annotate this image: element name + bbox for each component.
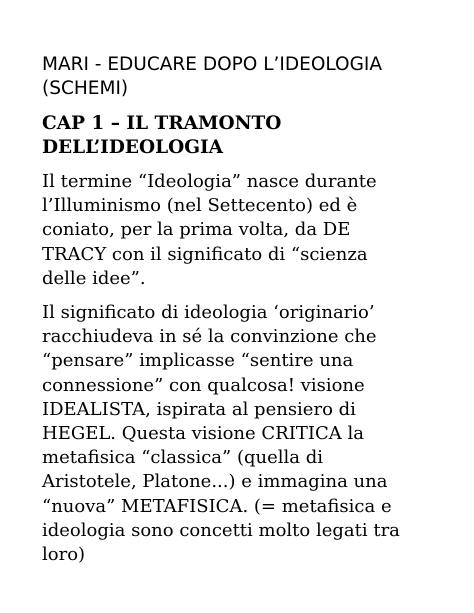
- paragraph-ideologia-origin: [42, 170, 462, 291]
- document-content: [42, 53, 462, 577]
- paragraph-line: IDEALISTA, ispirata al pensiero di: [42, 398, 356, 420]
- paragraph-line: metafisica “classica” (quella di: [42, 447, 323, 469]
- paragraph-line: ideologia sono concetti molto legati tra: [42, 519, 400, 541]
- document-title-line: MARI - EDUCARE DOPO L’IDEOLOGIA: [42, 54, 383, 75]
- chapter-heading-line: DELL’IDEOLOGIA: [42, 137, 224, 158]
- document-title-line: (SCHEMI): [42, 78, 129, 99]
- paragraph-line: HEGEL. Questa visione CRITICA la: [42, 423, 364, 445]
- paragraph-line: coniato, per la prima volta, da DE: [42, 219, 351, 241]
- paragraph-line: racchiudeva in sé la convinzione che: [42, 326, 377, 348]
- paragraph-line: “nuova” METAFISICA. (= metafisica e: [42, 495, 392, 517]
- chapter-heading-line: CAP 1 – IL TRAMONTO: [42, 113, 282, 134]
- paragraph-line: Il significato di ideologia ‘originario’: [42, 302, 375, 324]
- document-title: [42, 53, 462, 101]
- chapter-heading: [42, 112, 462, 160]
- paragraph-original-meaning: [42, 301, 462, 567]
- paragraph-line: Il termine “Ideologia” nasce durante: [42, 171, 377, 192]
- paragraph-line: “pensare” implicasse “sentire una: [42, 350, 354, 372]
- paragraph-line: connessione” con qualcosa! visione: [42, 374, 365, 396]
- paragraph-line: l’Illuminismo (nel Settecento) ed è: [42, 195, 358, 217]
- paragraph-line: Aristotele, Platone...) e immagina una: [42, 471, 388, 493]
- paragraph-line: TRACY con il significato di “scienza: [42, 243, 368, 265]
- paragraph-line: delle idee”.: [42, 267, 146, 289]
- paragraph-line: loro): [42, 544, 86, 566]
